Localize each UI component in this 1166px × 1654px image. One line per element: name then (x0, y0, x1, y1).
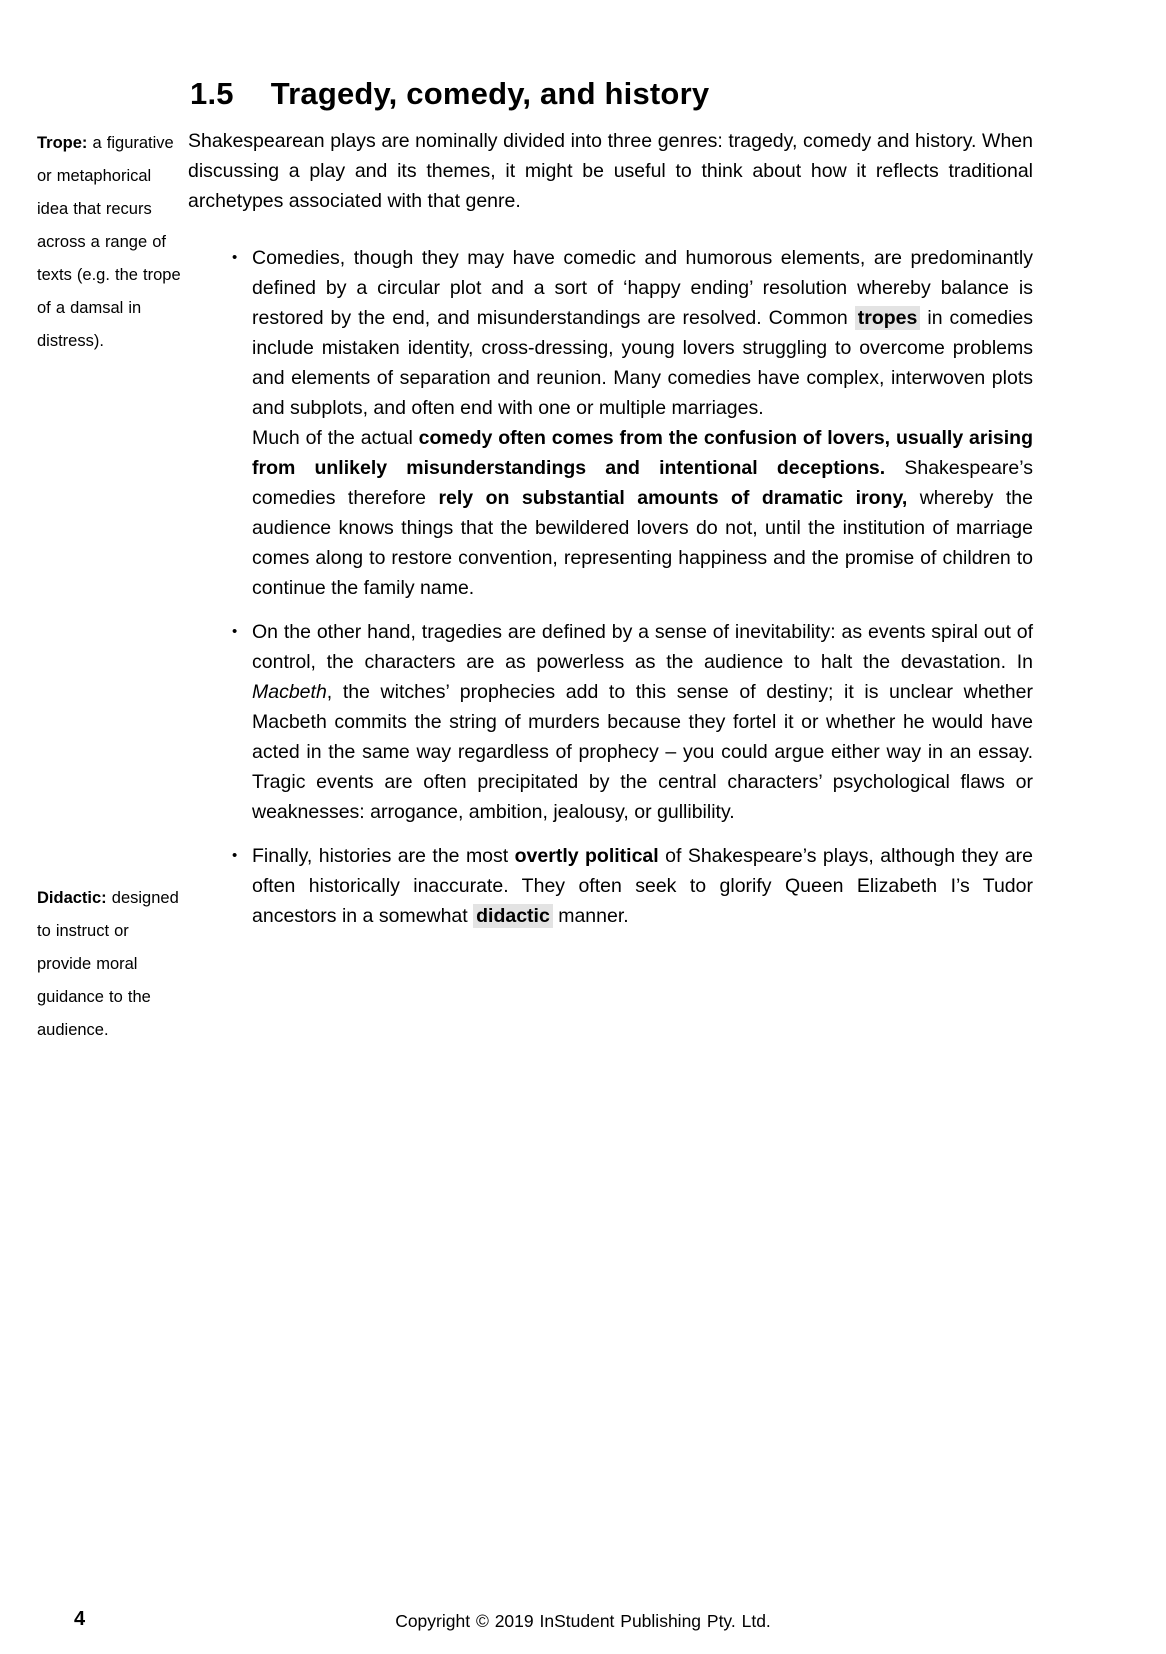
text-segment: , the witches’ prophecies add to this sense of destiny; it is unclear whether Macbeth commits the string of murders because they fortel it or whether he would have acted in the same way regardless of prophecy – you could argue either way in an essay. Tragic events are often precipitated by the central characters’ psychological flaws or weaknesses: arrogance, ambition, jealousy, or gullibility. (252, 681, 1033, 823)
text-segment: whereby the audience knows things that the bewildered lovers do not, until the institution of marriage comes along to restore convention, representing happiness and the promise of children to continue the family name. (252, 487, 1034, 599)
bold-emphasis: comedy often comes from the confusion of lovers, usually arising from unlikely misunderstandings and intentional deceptions. (252, 427, 1033, 479)
text-segment: Comedies, though they may have comedic and humorous elements, are predominantly defined by a circular plot and a sort of ‘happy ending’ resolution whereby balance is restored by the end, and misunderstandings are resolved. Common (252, 247, 1033, 329)
margin-note-term: Didactic: (37, 889, 107, 907)
highlighted-term: didactic (473, 904, 553, 928)
text-segment: manner. (552, 905, 629, 927)
margin-note-term: Trope: (37, 134, 88, 152)
section-number: 1.5 (190, 76, 234, 111)
bullet-paragraph (252, 243, 1033, 423)
list-item (188, 243, 1033, 603)
text-segment: Finally, histories are the most (252, 845, 515, 867)
text-segment: in comedies include mistaken identity, cross-dressing, young lovers struggling to overcome problems and elements of separation and reunion. Many comedies have complex, interwoven plots and subplots, and often end with one or multiple marriages. (252, 307, 1033, 419)
bullet-content (252, 841, 1033, 931)
main-text-column (188, 126, 1033, 931)
section-heading (190, 76, 709, 112)
text-segment: of Shakespeare’s plays, although they are often historically inaccurate. They often seek to glorify Queen Elizabeth I’s Tudor ancestors in a somewhat (252, 845, 1033, 927)
text-segment: On the other hand, tragedies are defined by a sense of inevitability: as events spiral out of control, the characters are as powerless as the audience to halt the devastation. In (252, 621, 1033, 673)
bullet-paragraph (252, 841, 1033, 931)
bullet-icon: • (232, 847, 238, 864)
list-item (188, 841, 1033, 931)
margin-note-definition: a figurative or metaphorical idea that recurs across a range of texts (e.g. the trope of a damsal in distress). (37, 134, 181, 350)
bullet-content (252, 617, 1033, 827)
highlighted-term: tropes (855, 306, 921, 330)
bold-emphasis: overtly political (514, 845, 659, 867)
page-number: 4 (74, 1608, 86, 1630)
margin-note-trope (37, 127, 185, 358)
italic-title: Macbeth (252, 681, 327, 703)
bullet-content (252, 243, 1033, 603)
bullet-paragraph (252, 423, 1033, 603)
copyright-notice: Copyright © 2019 InStudent Publishing Pty. Ltd. (395, 1611, 771, 1631)
bullet-list (188, 243, 1033, 931)
margin-note-didactic (37, 882, 185, 1047)
bold-emphasis: rely on substantial amounts of dramatic irony, (438, 487, 908, 509)
intro-paragraph: Shakespearean plays are nominally divided into three genres: tragedy, comedy and history. When discussing a play and its themes, it might be useful to think about how it reflects traditional archetypes associated with that genre. (188, 130, 1033, 212)
section-title: Tragedy, comedy, and history (270, 76, 710, 111)
bullet-paragraph (252, 617, 1033, 827)
bullet-icon: • (232, 249, 238, 266)
text-segment: Shakespeare’s comedies therefore (252, 457, 1034, 509)
list-item (188, 617, 1033, 827)
bullet-icon: • (232, 623, 238, 640)
text-segment: Much of the actual (252, 427, 419, 449)
margin-note-definition: designed to instruct or provide moral guidance to the audience. (37, 889, 179, 1039)
